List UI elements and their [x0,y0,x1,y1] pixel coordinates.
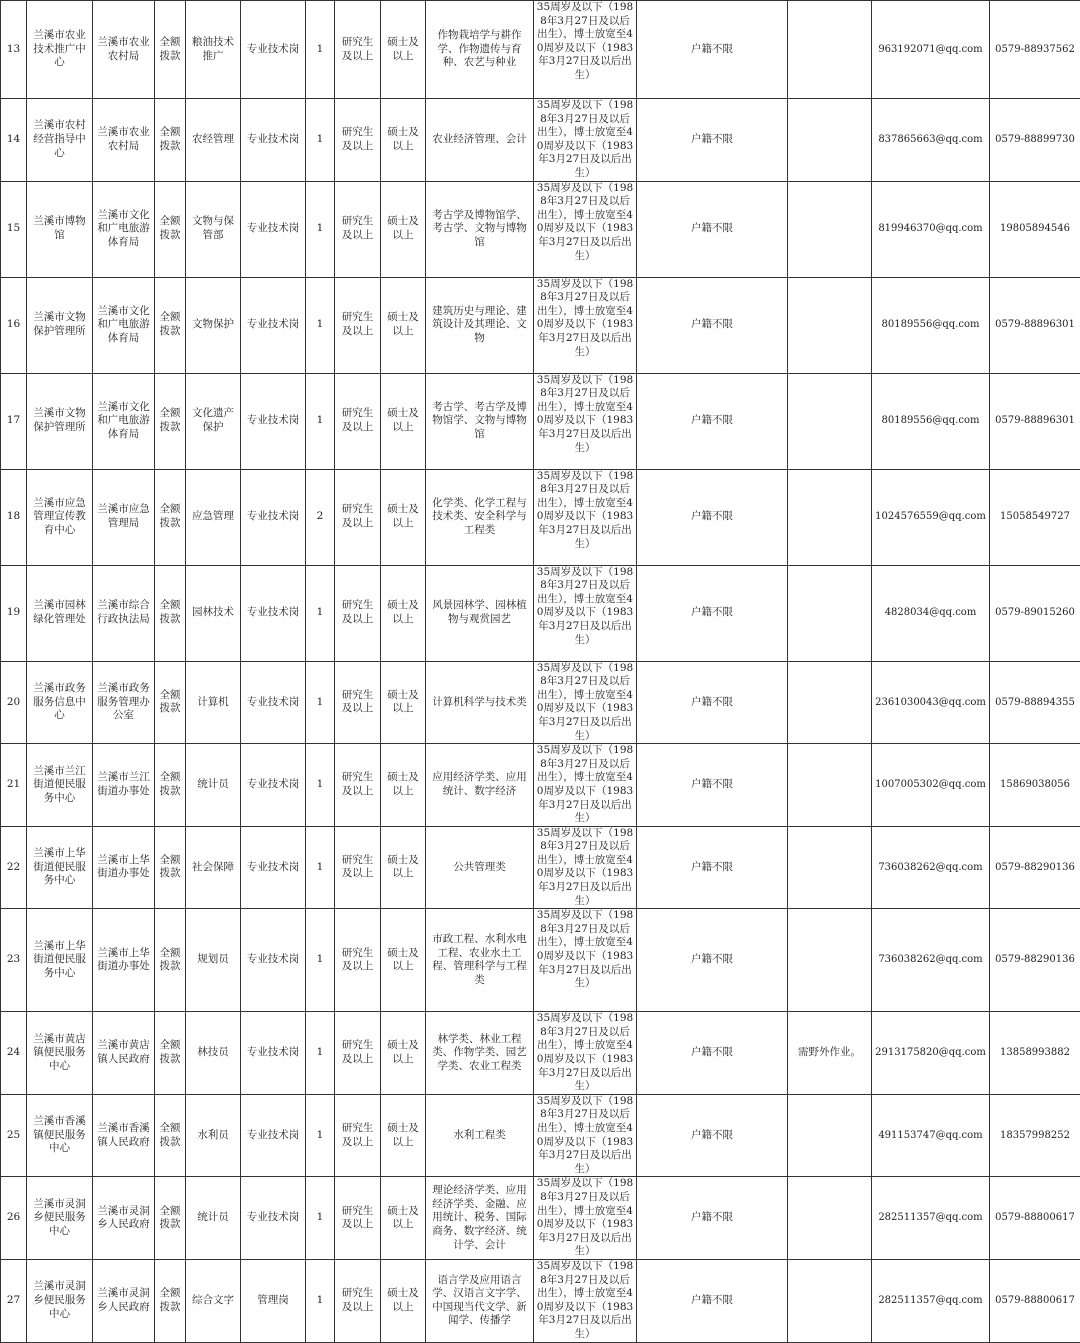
row-number-cell: 17 [1,373,27,469]
funding-type-cell: 全额拨款 [155,565,186,661]
contact-phone-cell: 0579-88800617 [990,1259,1080,1342]
hire-count-cell: 1 [306,181,335,277]
funding-type-cell: 全额拨款 [155,1094,186,1177]
education-requirement-cell: 研究生及以上 [335,565,381,661]
education-requirement-cell: 研究生及以上 [335,1177,381,1260]
position-category-cell: 专业技术岗 [241,909,306,1012]
education-requirement-cell: 研究生及以上 [335,1012,381,1095]
hire-count-cell: 1 [306,1094,335,1177]
household-registration-cell: 户籍不限 [637,277,788,373]
funding-type-cell: 全额拨款 [155,181,186,277]
contact-email-cell: 819946370@qq.com [872,181,990,277]
position-category-cell: 专业技术岗 [241,181,306,277]
household-registration-cell: 户籍不限 [637,1259,788,1342]
funding-type-cell: 全额拨款 [155,373,186,469]
household-registration-cell: 户籍不限 [637,99,788,182]
household-registration-cell: 户籍不限 [637,1177,788,1260]
remarks-cell [788,909,872,1012]
major-requirement-cell: 计算机科学与技术类 [426,661,534,744]
position-name-cell: 农经管理 [186,99,241,182]
position-name-cell: 计算机 [186,661,241,744]
position-name-cell: 粮油技术推广 [186,1,241,99]
contact-phone-cell: 15058549727 [990,469,1080,565]
age-requirement-text: 35周岁及以下（1988年3月27日及以后出生），博士放宽至40周岁及以下（1983年3月27日及以后出生） [535,1012,635,1094]
household-registration-cell: 户籍不限 [637,1094,788,1177]
contact-email-cell: 736038262@qq.com [872,909,990,1012]
age-requirement-cell [534,744,637,827]
contact-email-cell: 80189556@qq.com [872,277,990,373]
age-requirement-cell [534,565,637,661]
major-requirement-cell: 水利工程类 [426,1094,534,1177]
degree-requirement-cell: 硕士及以上 [381,565,426,661]
position-name-cell: 统计员 [186,1177,241,1260]
position-name-cell: 文物与保管部 [186,181,241,277]
age-requirement-cell [534,1259,637,1342]
remarks-cell [788,99,872,182]
table-row [1,661,1080,744]
age-requirement-text: 35周岁及以下（1988年3月27日及以后出生），博士放宽至40周岁及以下（1983年3月27日及以后出生） [535,374,635,456]
hire-count-cell: 1 [306,1,335,99]
hiring-unit-cell: 兰溪市兰江街道便民服务中心 [27,744,93,827]
contact-email-cell: 1007005302@qq.com [872,744,990,827]
education-requirement-cell: 研究生及以上 [335,909,381,1012]
hiring-unit-cell: 兰溪市文物保护管理所 [27,277,93,373]
age-requirement-cell [534,1094,637,1177]
contact-email-cell: 80189556@qq.com [872,373,990,469]
degree-requirement-cell: 硕士及以上 [381,1,426,99]
education-requirement-cell: 研究生及以上 [335,99,381,182]
contact-email-cell: 837865663@qq.com [872,99,990,182]
position-category-cell: 专业技术岗 [241,1094,306,1177]
supervising-department-cell: 兰溪市兰江街道办事处 [93,744,155,827]
funding-type-cell: 全额拨款 [155,277,186,373]
age-requirement-text: 35周岁及以下（1988年3月27日及以后出生），博士放宽至40周岁及以下（1983年3月27日及以后出生） [535,470,635,552]
remarks-cell [788,1094,872,1177]
contact-phone-cell: 13858993882 [990,1012,1080,1095]
contact-email-cell: 491153747@qq.com [872,1094,990,1177]
table-row [1,565,1080,661]
position-name-cell: 社会保障 [186,826,241,909]
degree-requirement-cell: 硕士及以上 [381,826,426,909]
age-requirement-text: 35周岁及以下（1988年3月27日及以后出生），博士放宽至40周岁及以下（1983年3月27日及以后出生） [535,566,635,648]
position-category-cell: 专业技术岗 [241,1012,306,1095]
degree-requirement-cell: 硕士及以上 [381,373,426,469]
contact-phone-cell: 0579-88899730 [990,99,1080,182]
hiring-unit-cell: 兰溪市灵洞乡便民服务中心 [27,1259,93,1342]
table-row [1,1177,1080,1260]
table-row [1,1012,1080,1095]
remarks-cell [788,277,872,373]
age-requirement-cell [534,99,637,182]
contact-email-cell: 1024576559@qq.com [872,469,990,565]
household-registration-cell: 户籍不限 [637,661,788,744]
hiring-unit-cell: 兰溪市灵洞乡便民服务中心 [27,1177,93,1260]
degree-requirement-cell: 硕士及以上 [381,744,426,827]
household-registration-cell: 户籍不限 [637,744,788,827]
remarks-cell [788,565,872,661]
major-requirement-cell: 考古学、考古学及博物馆学、文物与博物馆 [426,373,534,469]
remarks-cell [788,181,872,277]
household-registration-cell: 户籍不限 [637,373,788,469]
age-requirement-text: 35周岁及以下（1988年3月27日及以后出生），博士放宽至40周岁及以下（1983年3月27日及以后出生） [535,1177,635,1259]
funding-type-cell: 全额拨款 [155,1259,186,1342]
contact-phone-cell: 0579-88937562 [990,1,1080,99]
household-registration-cell: 户籍不限 [637,826,788,909]
funding-type-cell: 全额拨款 [155,1012,186,1095]
supervising-department-cell: 兰溪市灵洞乡人民政府 [93,1177,155,1260]
degree-requirement-cell: 硕士及以上 [381,661,426,744]
degree-requirement-cell: 硕士及以上 [381,1094,426,1177]
supervising-department-cell: 兰溪市政务服务管理办公室 [93,661,155,744]
position-category-cell: 专业技术岗 [241,99,306,182]
position-category-cell: 专业技术岗 [241,826,306,909]
contact-email-cell: 963192071@qq.com [872,1,990,99]
education-requirement-cell: 研究生及以上 [335,373,381,469]
hire-count-cell: 1 [306,565,335,661]
position-name-cell: 规划员 [186,909,241,1012]
row-number-cell: 27 [1,1259,27,1342]
position-name-cell: 林技员 [186,1012,241,1095]
supervising-department-cell: 兰溪市黄店镇人民政府 [93,1012,155,1095]
funding-type-cell: 全额拨款 [155,661,186,744]
contact-phone-cell: 18357998252 [990,1094,1080,1177]
remarks-cell [788,469,872,565]
contact-email-cell: 2361030043@qq.com [872,661,990,744]
table-row [1,277,1080,373]
education-requirement-cell: 研究生及以上 [335,1094,381,1177]
contact-email-cell: 2913175820@qq.com [872,1012,990,1095]
hiring-unit-cell: 兰溪市文物保护管理所 [27,373,93,469]
contact-email-cell: 282511357@qq.com [872,1259,990,1342]
position-category-cell: 专业技术岗 [241,469,306,565]
major-requirement-cell: 语言学及应用语言学、汉语言文字学、中国现当代文学、新闻学、传播学 [426,1259,534,1342]
degree-requirement-cell: 硕士及以上 [381,1012,426,1095]
funding-type-cell: 全额拨款 [155,744,186,827]
age-requirement-cell [534,1,637,99]
household-registration-cell: 户籍不限 [637,1,788,99]
funding-type-cell: 全额拨款 [155,909,186,1012]
contact-phone-cell: 15869038056 [990,744,1080,827]
remarks-cell [788,373,872,469]
age-requirement-text: 35周岁及以下（1988年3月27日及以后出生），博士放宽至40周岁及以下（1983年3月27日及以后出生） [535,1,635,83]
hiring-unit-cell: 兰溪市应急管理宣传教育中心 [27,469,93,565]
education-requirement-cell: 研究生及以上 [335,181,381,277]
age-requirement-cell [534,373,637,469]
major-requirement-cell: 考古学及博物馆学、考古学、文物与博物馆 [426,181,534,277]
household-registration-cell: 户籍不限 [637,181,788,277]
supervising-department-cell: 兰溪市香溪镇人民政府 [93,1094,155,1177]
contact-phone-cell: 0579-89015260 [990,565,1080,661]
contact-email-cell: 736038262@qq.com [872,826,990,909]
position-name-cell: 统计员 [186,744,241,827]
remarks-cell [788,1,872,99]
hire-count-cell: 1 [306,826,335,909]
household-registration-cell: 户籍不限 [637,909,788,1012]
supervising-department-cell: 兰溪市文化和广电旅游体育局 [93,373,155,469]
hiring-unit-cell: 兰溪市农村经营指导中心 [27,99,93,182]
age-requirement-cell [534,909,637,1012]
hiring-unit-cell: 兰溪市博物馆 [27,181,93,277]
row-number-cell: 18 [1,469,27,565]
row-number-cell: 20 [1,661,27,744]
row-number-cell: 22 [1,826,27,909]
degree-requirement-cell: 硕士及以上 [381,1177,426,1260]
education-requirement-cell: 研究生及以上 [335,1,381,99]
hire-count-cell: 2 [306,469,335,565]
table-row [1,99,1080,182]
table-row [1,826,1080,909]
age-requirement-text: 35周岁及以下（1988年3月27日及以后出生），博士放宽至40周岁及以下（1983年3月27日及以后出生） [535,909,635,991]
hire-count-cell: 1 [306,909,335,1012]
funding-type-cell: 全额拨款 [155,1177,186,1260]
age-requirement-cell [534,826,637,909]
supervising-department-cell: 兰溪市灵洞乡人民政府 [93,1259,155,1342]
major-requirement-cell: 应用经济学类、应用统计、数字经济 [426,744,534,827]
age-requirement-cell [534,277,637,373]
household-registration-cell: 户籍不限 [637,469,788,565]
major-requirement-cell: 建筑历史与理论、建筑设计及其理论、文物 [426,277,534,373]
education-requirement-cell: 研究生及以上 [335,1259,381,1342]
supervising-department-cell: 兰溪市综合行政执法局 [93,565,155,661]
hire-count-cell: 1 [306,99,335,182]
education-requirement-cell: 研究生及以上 [335,661,381,744]
age-requirement-text: 35周岁及以下（1988年3月27日及以后出生），博士放宽至40周岁及以下（1983年3月27日及以后出生） [535,278,635,360]
age-requirement-text: 35周岁及以下（1988年3月27日及以后出生），博士放宽至40周岁及以下（1983年3月27日及以后出生） [535,99,635,181]
hiring-unit-cell: 兰溪市黄店镇便民服务中心 [27,1012,93,1095]
remarks-cell [788,661,872,744]
hiring-unit-cell: 兰溪市园林绿化管理处 [27,565,93,661]
hiring-unit-cell: 兰溪市香溪镇便民服务中心 [27,1094,93,1177]
contact-phone-cell: 0579-88896301 [990,373,1080,469]
major-requirement-cell: 林学类、林业工程类、作物学类、园艺学类、农业工程类 [426,1012,534,1095]
hiring-unit-cell: 兰溪市上华街道便民服务中心 [27,826,93,909]
age-requirement-text: 35周岁及以下（1988年3月27日及以后出生），博士放宽至40周岁及以下（1983年3月27日及以后出生） [535,827,635,909]
hire-count-cell: 1 [306,1177,335,1260]
row-number-cell: 24 [1,1012,27,1095]
hire-count-cell: 1 [306,1012,335,1095]
hire-count-cell: 1 [306,1259,335,1342]
remarks-cell [788,1259,872,1342]
table-row [1,469,1080,565]
age-requirement-text: 35周岁及以下（1988年3月27日及以后出生），博士放宽至40周岁及以下（1983年3月27日及以后出生） [535,662,635,744]
remarks-cell [788,744,872,827]
remarks-cell [788,1177,872,1260]
supervising-department-cell: 兰溪市农业农村局 [93,1,155,99]
hire-count-cell: 1 [306,373,335,469]
degree-requirement-cell: 硕士及以上 [381,1259,426,1342]
hiring-unit-cell: 兰溪市上华街道便民服务中心 [27,909,93,1012]
position-category-cell: 专业技术岗 [241,744,306,827]
table-row [1,909,1080,1012]
hiring-unit-cell: 兰溪市政务服务信息中心 [27,661,93,744]
major-requirement-cell: 农业经济管理、会计 [426,99,534,182]
supervising-department-cell: 兰溪市上华街道办事处 [93,909,155,1012]
supervising-department-cell: 兰溪市文化和广电旅游体育局 [93,181,155,277]
contact-phone-cell: 0579-88290136 [990,826,1080,909]
age-requirement-cell [534,181,637,277]
table-row [1,1094,1080,1177]
contact-email-cell: 4828034@qq.com [872,565,990,661]
row-number-cell: 21 [1,744,27,827]
degree-requirement-cell: 硕士及以上 [381,277,426,373]
position-category-cell: 管理岗 [241,1259,306,1342]
age-requirement-cell [534,661,637,744]
position-name-cell: 应急管理 [186,469,241,565]
table-row [1,744,1080,827]
hire-count-cell: 1 [306,277,335,373]
contact-phone-cell: 19805894546 [990,181,1080,277]
row-number-cell: 13 [1,1,27,99]
remarks-cell: 需野外作业。 [788,1012,872,1095]
row-number-cell: 26 [1,1177,27,1260]
contact-phone-cell: 0579-88894355 [990,661,1080,744]
table-row [1,1,1080,99]
hiring-unit-cell: 兰溪市农业技术推广中心 [27,1,93,99]
position-category-cell: 专业技术岗 [241,661,306,744]
table-row [1,1259,1080,1342]
supervising-department-cell: 兰溪市农业农村局 [93,99,155,182]
age-requirement-cell [534,469,637,565]
position-name-cell: 水利员 [186,1094,241,1177]
degree-requirement-cell: 硕士及以上 [381,99,426,182]
age-requirement-text: 35周岁及以下（1988年3月27日及以后出生），博士放宽至40周岁及以下（1983年3月27日及以后出生） [535,744,635,826]
row-number-cell: 14 [1,99,27,182]
education-requirement-cell: 研究生及以上 [335,826,381,909]
major-requirement-cell: 市政工程、水利水电工程、农业水土工程、管理科学与工程类 [426,909,534,1012]
row-number-cell: 23 [1,909,27,1012]
major-requirement-cell: 作物栽培学与耕作学、作物遗传与育种、农艺与种业 [426,1,534,99]
contact-phone-cell: 0579-88800617 [990,1177,1080,1260]
major-requirement-cell: 公共管理类 [426,826,534,909]
degree-requirement-cell: 硕士及以上 [381,469,426,565]
age-requirement-cell [534,1177,637,1260]
supervising-department-cell: 兰溪市文化和广电旅游体育局 [93,277,155,373]
hire-count-cell: 1 [306,661,335,744]
remarks-cell [788,826,872,909]
age-requirement-text: 35周岁及以下（1988年3月27日及以后出生），博士放宽至40周岁及以下（1983年3月27日及以后出生） [535,182,635,264]
supervising-department-cell: 兰溪市上华街道办事处 [93,826,155,909]
row-number-cell: 16 [1,277,27,373]
major-requirement-cell: 风景园林学、园林植物与观赏园艺 [426,565,534,661]
position-category-cell: 专业技术岗 [241,565,306,661]
position-name-cell: 文化遗产保护 [186,373,241,469]
contact-phone-cell: 0579-88290136 [990,909,1080,1012]
position-category-cell: 专业技术岗 [241,1177,306,1260]
household-registration-cell: 户籍不限 [637,565,788,661]
table-row [1,373,1080,469]
education-requirement-cell: 研究生及以上 [335,469,381,565]
position-category-cell: 专业技术岗 [241,373,306,469]
position-category-cell: 专业技术岗 [241,277,306,373]
table-row [1,181,1080,277]
age-requirement-text: 35周岁及以下（1988年3月27日及以后出生），博士放宽至40周岁及以下（1983年3月27日及以后出生） [535,1260,635,1342]
degree-requirement-cell: 硕士及以上 [381,181,426,277]
funding-type-cell: 全额拨款 [155,469,186,565]
position-name-cell: 文物保护 [186,277,241,373]
funding-type-cell: 全额拨款 [155,1,186,99]
major-requirement-cell: 理论经济学类、应用经济学类、金融、应用统计、税务、国际商务、数字经济、统计学、会计 [426,1177,534,1260]
education-requirement-cell: 研究生及以上 [335,744,381,827]
hire-count-cell: 1 [306,744,335,827]
household-registration-cell: 户籍不限 [637,1012,788,1095]
row-number-cell: 25 [1,1094,27,1177]
position-name-cell: 园林技术 [186,565,241,661]
row-number-cell: 19 [1,565,27,661]
major-requirement-cell: 化学类、化学工程与技术类、安全科学与工程类 [426,469,534,565]
supervising-department-cell: 兰溪市应急管理局 [93,469,155,565]
age-requirement-cell [534,1012,637,1095]
degree-requirement-cell: 硕士及以上 [381,909,426,1012]
contact-phone-cell: 0579-88896301 [990,277,1080,373]
contact-email-cell: 282511357@qq.com [872,1177,990,1260]
funding-type-cell: 全额拨款 [155,99,186,182]
funding-type-cell: 全额拨款 [155,826,186,909]
row-number-cell: 15 [1,181,27,277]
education-requirement-cell: 研究生及以上 [335,277,381,373]
age-requirement-text: 35周岁及以下（1988年3月27日及以后出生），博士放宽至40周岁及以下（1983年3月27日及以后出生） [535,1095,635,1177]
position-category-cell: 专业技术岗 [241,1,306,99]
position-name-cell: 综合文字 [186,1259,241,1342]
